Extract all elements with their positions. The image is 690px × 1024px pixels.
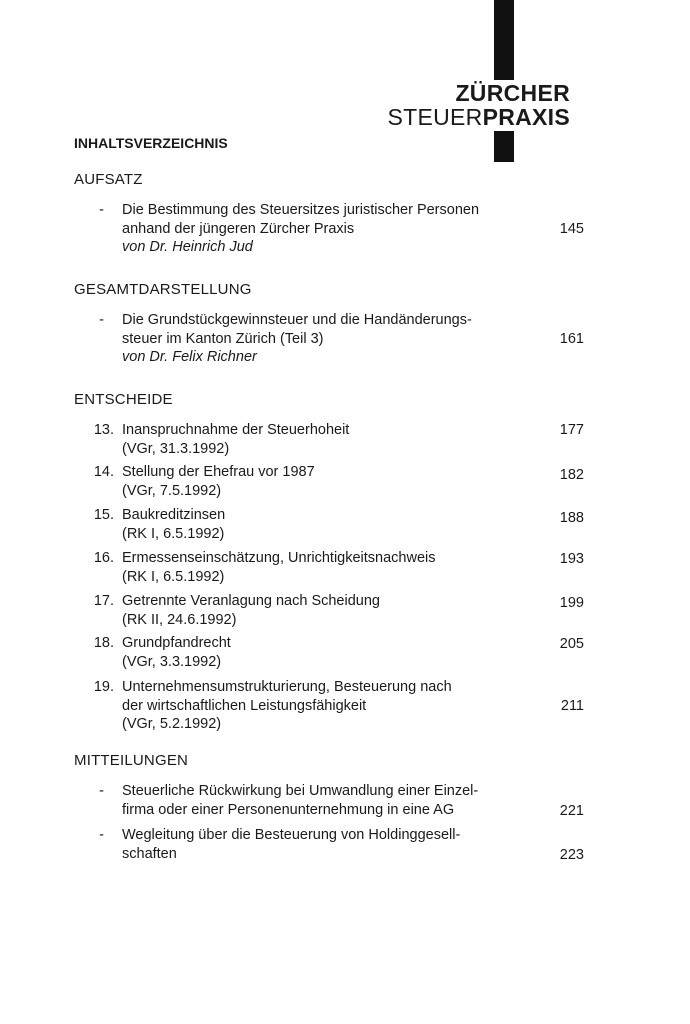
entry-page-number: 177 [559,422,584,438]
entry-text [122,421,522,458]
entry-page-number: 223 [559,847,584,863]
entry-number: 17. [93,593,114,609]
toc-entry-mitteilung-2[interactable] [74,826,584,864]
brand-name-line1: ZÜRCHER [455,80,570,106]
entry-line: (RK II, 24.6.1992) [122,611,237,628]
entry-page-number: 193 [559,551,584,567]
section-heading-mitteilungen: MITTEILUNGEN [74,752,189,769]
entry-line: (VGr, 31.3.1992) [122,440,230,457]
entry-page-number: 199 [559,595,584,611]
entry-line: Ermessenseinschätzung, Unrichtigkeitsnachweis [122,550,436,566]
toc-entry-aufsatz-1[interactable] [74,201,584,261]
entry-number: 14. [93,464,114,480]
entry-marker: - [99,783,104,799]
toc-entry-gesamtdarstellung-1[interactable] [74,311,584,371]
entry-line: Grundpfandrecht [122,635,231,651]
entry-marker: - [99,202,104,218]
brand-name-line2 [387,104,570,130]
brand-bar-top [494,0,514,80]
entry-line: Wegleitung über die Besteuerung von Holdinggesell- [122,827,461,843]
entry-line: (VGr, 3.3.1992) [122,653,222,670]
entry-page-number: 221 [559,803,584,819]
entry-line: (RK I, 6.5.1992) [122,525,225,542]
entry-line: (RK I, 6.5.1992) [122,568,225,585]
entry-page-number: 205 [559,636,584,652]
entry-page-number: 145 [559,221,584,237]
toc-entry-entscheid-13[interactable] [74,421,584,459]
entry-number: 16. [93,550,114,566]
entry-text [122,826,522,863]
entry-page-number: 211 [560,698,584,714]
entry-line: (VGr, 5.2.1992) [122,716,222,733]
entry-line: anhand der jüngeren Zürcher Praxis [122,220,355,237]
entry-text [122,549,522,586]
entry-line: Die Grundstückgewinnsteuer und die Handänderungs- [122,312,472,328]
entry-text [122,311,522,367]
entry-text [122,201,522,257]
toc-entry-entscheid-18[interactable] [74,634,584,672]
toc-title: INHALTSVERZEICHNIS [74,135,228,151]
entry-line: Stellung der Ehefrau vor 1987 [122,464,315,480]
toc-entry-entscheid-15[interactable] [74,506,584,544]
entry-marker: - [99,827,104,843]
entry-author: von Dr. Felix Richner [122,349,257,366]
entry-text [122,463,522,500]
toc-entry-entscheid-16[interactable] [74,549,584,587]
entry-line: Baukreditzinsen [122,507,226,523]
entry-text [122,782,522,819]
entry-number: 15. [93,507,114,523]
entry-line: (VGr, 7.5.1992) [122,482,222,499]
brand-praxis: PRAXIS [482,104,570,130]
brand-bar-bottom [494,131,514,162]
section-heading-aufsatz: AUFSATZ [74,171,143,188]
entry-text [122,506,522,543]
toc-entry-entscheid-19[interactable] [74,678,584,736]
entry-number: 18. [93,635,114,651]
entry-line: Die Bestimmung des Steuersitzes juristischer Personen [122,202,480,218]
entry-page-number: 188 [559,510,584,526]
entry-marker: - [99,312,104,328]
entry-number: 19. [93,679,114,695]
section-heading-entscheide: ENTSCHEIDE [74,391,173,408]
toc-entry-entscheid-14[interactable] [74,463,584,501]
entry-text [122,592,522,629]
section-heading-gesamtdarstellung: GESAMTDARSTELLUNG [74,281,252,298]
toc-entry-mitteilung-1[interactable] [74,782,584,820]
brand-steuer: STEUER [387,104,483,130]
entry-line: Inanspruchnahme der Steuerhoheit [122,422,350,438]
entry-line: Unternehmensumstrukturierung, Besteuerung nach [122,679,452,695]
entry-line: Getrennte Veranlagung nach Scheidung [122,593,380,609]
entry-text [122,678,522,734]
entry-line: Steuerliche Rückwirkung bei Umwandlung einer Einzel- [122,783,479,799]
entry-page-number: 182 [559,467,584,483]
entry-text [122,634,522,671]
entry-line: firma oder einer Personenunternehmung in eine AG [122,801,455,818]
toc-entry-entscheid-17[interactable] [74,592,584,630]
entry-line: der wirtschaftlichen Leistungsfähigkeit [122,697,367,714]
entry-line: schaften [122,845,177,862]
entry-line: steuer im Kanton Zürich (Teil 3) [122,330,324,347]
entry-number: 13. [93,422,114,438]
entry-author: von Dr. Heinrich Jud [122,239,253,256]
entry-page-number: 161 [559,331,584,347]
